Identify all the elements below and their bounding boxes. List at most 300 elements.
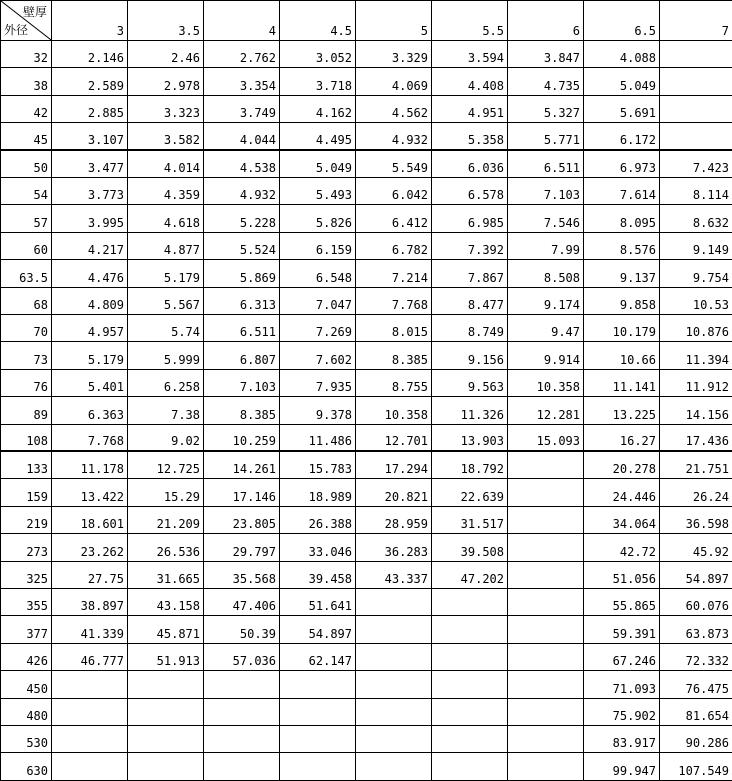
table-row: [1, 561, 732, 588]
weight-cell: [356, 698, 432, 725]
weight-cell: [128, 726, 204, 753]
weight-cell: [508, 589, 584, 616]
weight-cell: 6.042: [356, 177, 432, 204]
weight-cell: [204, 753, 280, 781]
weight-cell: 51.641: [280, 589, 356, 616]
weight-cell: 6.807: [204, 342, 280, 369]
table-row: [1, 698, 732, 725]
weight-cell: [508, 698, 584, 725]
weight-cell: 3.323: [128, 95, 204, 122]
table-row: [1, 534, 732, 561]
weight-cell: 36.283: [356, 534, 432, 561]
weight-cell: 7.269: [280, 314, 356, 341]
weight-cell: [432, 616, 508, 643]
weight-cell: 6.172: [584, 123, 660, 150]
weight-cell: 29.797: [204, 534, 280, 561]
table-row: [1, 616, 732, 643]
weight-cell: [508, 616, 584, 643]
weight-cell: 4.044: [204, 123, 280, 150]
weight-cell: 2.589: [52, 68, 128, 95]
weight-cell: 11.486: [280, 424, 356, 451]
weight-cell: 6.985: [432, 205, 508, 232]
weight-cell: 5.358: [432, 123, 508, 150]
weight-cell: 41.339: [52, 616, 128, 643]
weight-cell: 35.568: [204, 561, 280, 588]
weight-cell: [432, 753, 508, 781]
weight-cell: 3.582: [128, 123, 204, 150]
weight-cell: 5.493: [280, 177, 356, 204]
weight-cell: 8.015: [356, 314, 432, 341]
weight-cell: 54.897: [660, 561, 732, 588]
table-row: [1, 150, 732, 177]
weight-cell: [128, 698, 204, 725]
weight-cell: 5.228: [204, 205, 280, 232]
table-row: [1, 205, 732, 232]
weight-cell: [432, 671, 508, 698]
weight-cell: 13.422: [52, 479, 128, 506]
weight-cell: 21.209: [128, 506, 204, 533]
outer-diameter-cell: 355: [1, 589, 52, 616]
outer-diameter-cell: 377: [1, 616, 52, 643]
weight-cell: 4.495: [280, 123, 356, 150]
table-row: [1, 589, 732, 616]
table-row: [1, 424, 732, 451]
weight-cell: 42.72: [584, 534, 660, 561]
weight-cell: 7.38: [128, 397, 204, 424]
weight-cell: 10.876: [660, 314, 732, 341]
outer-diameter-cell: 273: [1, 534, 52, 561]
weight-cell: 26.536: [128, 534, 204, 561]
weight-cell: 3.995: [52, 205, 128, 232]
outer-diameter-cell: 45: [1, 123, 52, 150]
weight-cell: 13.903: [432, 424, 508, 451]
table-row: [1, 753, 732, 781]
weight-cell: 26.388: [280, 506, 356, 533]
weight-cell: 12.281: [508, 397, 584, 424]
weight-cell: 57.036: [204, 643, 280, 670]
weight-cell: 8.385: [204, 397, 280, 424]
table-row: [1, 314, 732, 341]
weight-cell: 3.594: [432, 40, 508, 67]
weight-cell: 60.076: [660, 589, 732, 616]
weight-cell: 21.751: [660, 451, 732, 478]
outer-diameter-cell: 219: [1, 506, 52, 533]
weight-cell: 4.809: [52, 287, 128, 314]
weight-cell: [508, 671, 584, 698]
weight-cell: 23.262: [52, 534, 128, 561]
weight-cell: [432, 698, 508, 725]
weight-cell: 62.147: [280, 643, 356, 670]
table-row: [1, 40, 732, 67]
weight-cell: 18.792: [432, 451, 508, 478]
weight-cell: 5.049: [280, 150, 356, 177]
weight-cell: 8.095: [584, 205, 660, 232]
weight-cell: 3.052: [280, 40, 356, 67]
weight-cell: 10.66: [584, 342, 660, 369]
weight-cell: 43.158: [128, 589, 204, 616]
weight-cell: 71.093: [584, 671, 660, 698]
weight-cell: 10.179: [584, 314, 660, 341]
weight-cell: 7.047: [280, 287, 356, 314]
weight-cell: 4.932: [204, 177, 280, 204]
weight-cell: 90.286: [660, 726, 732, 753]
weight-cell: 7.867: [432, 260, 508, 287]
weight-cell: 8.114: [660, 177, 732, 204]
weight-cell: 51.056: [584, 561, 660, 588]
weight-cell: 4.014: [128, 150, 204, 177]
table-row: [1, 479, 732, 506]
weight-cell: [280, 698, 356, 725]
weight-cell: 5.691: [584, 95, 660, 122]
weight-cell: [356, 671, 432, 698]
weight-cell: 107.549: [660, 753, 732, 781]
weight-cell: 54.897: [280, 616, 356, 643]
weight-cell: 17.294: [356, 451, 432, 478]
weight-cell: 47.406: [204, 589, 280, 616]
weight-cell: [128, 671, 204, 698]
weight-cell: 9.149: [660, 232, 732, 259]
weight-cell: 3.354: [204, 68, 280, 95]
weight-cell: 6.782: [356, 232, 432, 259]
table-row: [1, 643, 732, 670]
weight-cell: 5.524: [204, 232, 280, 259]
weight-cell: 39.508: [432, 534, 508, 561]
weight-cell: 20.278: [584, 451, 660, 478]
table-row: [1, 68, 732, 95]
weight-cell: 6.973: [584, 150, 660, 177]
weight-cell: [204, 698, 280, 725]
weight-cell: 9.137: [584, 260, 660, 287]
outer-diameter-cell: 38: [1, 68, 52, 95]
weight-cell: 2.762: [204, 40, 280, 67]
weight-cell: 5.327: [508, 95, 584, 122]
weight-cell: 9.02: [128, 424, 204, 451]
weight-cell: 16.27: [584, 424, 660, 451]
weight-cell: 76.475: [660, 671, 732, 698]
weight-cell: [356, 643, 432, 670]
weight-cell: 9.378: [280, 397, 356, 424]
weight-cell: 4.877: [128, 232, 204, 259]
table-row: [1, 260, 732, 287]
weight-cell: 3.718: [280, 68, 356, 95]
weight-cell: 8.632: [660, 205, 732, 232]
weight-cell: [52, 726, 128, 753]
column-header: 3.5: [128, 1, 204, 41]
weight-cell: [356, 589, 432, 616]
weight-cell: [280, 726, 356, 753]
weight-cell: [508, 451, 584, 478]
weight-cell: 8.576: [584, 232, 660, 259]
weight-cell: 23.805: [204, 506, 280, 533]
weight-cell: [356, 616, 432, 643]
header-row: [1, 1, 732, 41]
weight-cell: 67.246: [584, 643, 660, 670]
table-row: [1, 671, 732, 698]
weight-cell: 99.947: [584, 753, 660, 781]
outer-diameter-cell: 89: [1, 397, 52, 424]
weight-cell: 15.783: [280, 451, 356, 478]
weight-cell: 63.873: [660, 616, 732, 643]
column-header: 4: [204, 1, 280, 41]
weight-cell: 4.359: [128, 177, 204, 204]
weight-cell: 5.74: [128, 314, 204, 341]
weight-cell: 7.423: [660, 150, 732, 177]
weight-cell: 10.358: [356, 397, 432, 424]
weight-cell: 7.99: [508, 232, 584, 259]
weight-cell: 4.538: [204, 150, 280, 177]
weight-cell: [280, 753, 356, 781]
outer-diameter-cell: 50: [1, 150, 52, 177]
weight-cell: [280, 671, 356, 698]
table-row: [1, 342, 732, 369]
weight-cell: [432, 643, 508, 670]
weight-cell: 13.225: [584, 397, 660, 424]
weight-cell: 38.897: [52, 589, 128, 616]
weight-cell: 9.563: [432, 369, 508, 396]
weight-cell: 6.036: [432, 150, 508, 177]
weight-cell: 18.989: [280, 479, 356, 506]
weight-cell: 5.049: [584, 68, 660, 95]
weight-cell: 5.567: [128, 287, 204, 314]
weight-cell: [128, 753, 204, 781]
column-header: 3: [52, 1, 128, 41]
weight-cell: 4.476: [52, 260, 128, 287]
outer-diameter-cell: 63.5: [1, 260, 52, 287]
weight-cell: 9.174: [508, 287, 584, 314]
weight-cell: 14.261: [204, 451, 280, 478]
weight-cell: 59.391: [584, 616, 660, 643]
weight-cell: 18.601: [52, 506, 128, 533]
weight-cell: 8.755: [356, 369, 432, 396]
weight-cell: 2.978: [128, 68, 204, 95]
weight-cell: 17.436: [660, 424, 732, 451]
weight-cell: 9.858: [584, 287, 660, 314]
weight-cell: 4.562: [356, 95, 432, 122]
weight-cell: [356, 726, 432, 753]
weight-cell: 11.394: [660, 342, 732, 369]
weight-cell: 43.337: [356, 561, 432, 588]
wall-thickness-label: 壁厚: [22, 5, 47, 19]
table-row: [1, 95, 732, 122]
weight-cell: 6.313: [204, 287, 280, 314]
outer-diameter-cell: 76: [1, 369, 52, 396]
table-row: [1, 451, 732, 478]
weight-cell: [204, 671, 280, 698]
table-row: [1, 123, 732, 150]
outer-diameter-cell: 60: [1, 232, 52, 259]
column-header: 6.5: [584, 1, 660, 41]
weight-cell: 7.935: [280, 369, 356, 396]
weight-cell: 55.865: [584, 589, 660, 616]
weight-cell: 7.602: [280, 342, 356, 369]
weight-cell: 7.614: [584, 177, 660, 204]
table-row: [1, 177, 732, 204]
weight-cell: 3.749: [204, 95, 280, 122]
weight-cell: 4.618: [128, 205, 204, 232]
weight-cell: 7.392: [432, 232, 508, 259]
outer-diameter-cell: 426: [1, 643, 52, 670]
weight-cell: 5.826: [280, 205, 356, 232]
outer-diameter-cell: 68: [1, 287, 52, 314]
weight-cell: 51.913: [128, 643, 204, 670]
outer-diameter-cell: 108: [1, 424, 52, 451]
weight-cell: 31.517: [432, 506, 508, 533]
weight-cell: 4.951: [432, 95, 508, 122]
table-row: [1, 397, 732, 424]
weight-cell: [508, 534, 584, 561]
weight-cell: 4.217: [52, 232, 128, 259]
weight-cell: 20.821: [356, 479, 432, 506]
weight-cell: 24.446: [584, 479, 660, 506]
weight-cell: 11.912: [660, 369, 732, 396]
weight-cell: 9.914: [508, 342, 584, 369]
weight-cell: [52, 698, 128, 725]
weight-cell: [52, 671, 128, 698]
outer-diameter-cell: 325: [1, 561, 52, 588]
weight-cell: [660, 68, 732, 95]
column-header: 7: [660, 1, 732, 41]
weight-cell: 9.754: [660, 260, 732, 287]
weight-cell: 2.885: [52, 95, 128, 122]
weight-cell: [660, 40, 732, 67]
weight-cell: [508, 479, 584, 506]
weight-cell: 5.869: [204, 260, 280, 287]
table-row: [1, 232, 732, 259]
table-body: [1, 1, 732, 781]
weight-cell: 6.511: [508, 150, 584, 177]
weight-cell: 12.725: [128, 451, 204, 478]
column-header: 5.5: [432, 1, 508, 41]
weight-cell: [660, 95, 732, 122]
weight-cell: 6.159: [280, 232, 356, 259]
weight-cell: 10.358: [508, 369, 584, 396]
weight-cell: 7.768: [356, 287, 432, 314]
weight-cell: 4.932: [356, 123, 432, 150]
weight-cell: 15.093: [508, 424, 584, 451]
weight-cell: 8.749: [432, 314, 508, 341]
weight-cell: [508, 506, 584, 533]
weight-cell: 33.046: [280, 534, 356, 561]
weight-cell: 4.162: [280, 95, 356, 122]
outer-diameter-cell: 42: [1, 95, 52, 122]
weight-cell: [432, 589, 508, 616]
outer-diameter-cell: 450: [1, 671, 52, 698]
weight-cell: 83.917: [584, 726, 660, 753]
weight-cell: 72.332: [660, 643, 732, 670]
weight-cell: 3.329: [356, 40, 432, 67]
weight-cell: 4.735: [508, 68, 584, 95]
weight-cell: 12.701: [356, 424, 432, 451]
table-row: [1, 369, 732, 396]
weight-cell: 10.53: [660, 287, 732, 314]
weight-cell: 8.477: [432, 287, 508, 314]
outer-diameter-cell: 32: [1, 40, 52, 67]
weight-cell: 75.902: [584, 698, 660, 725]
outer-diameter-cell: 133: [1, 451, 52, 478]
weight-cell: [508, 643, 584, 670]
table-row: [1, 506, 732, 533]
weight-cell: [432, 726, 508, 753]
column-header: 6: [508, 1, 584, 41]
weight-cell: 47.202: [432, 561, 508, 588]
outer-diameter-label: 外径: [4, 22, 29, 37]
weight-cell: 11.178: [52, 451, 128, 478]
weight-cell: 7.103: [508, 177, 584, 204]
weight-cell: 31.665: [128, 561, 204, 588]
weight-cell: 45.871: [128, 616, 204, 643]
outer-diameter-cell: 73: [1, 342, 52, 369]
weight-cell: 5.179: [52, 342, 128, 369]
outer-diameter-cell: 70: [1, 314, 52, 341]
weight-cell: 8.385: [356, 342, 432, 369]
weight-cell: 10.259: [204, 424, 280, 451]
weight-cell: 3.107: [52, 123, 128, 150]
weight-cell: 5.179: [128, 260, 204, 287]
weight-cell: 9.156: [432, 342, 508, 369]
weight-cell: 17.146: [204, 479, 280, 506]
weight-cell: 34.064: [584, 506, 660, 533]
weight-cell: 3.773: [52, 177, 128, 204]
weight-cell: 7.768: [52, 424, 128, 451]
weight-cell: 14.156: [660, 397, 732, 424]
weight-cell: 9.47: [508, 314, 584, 341]
weight-cell: [508, 561, 584, 588]
weight-cell: 4.408: [432, 68, 508, 95]
corner-cell: [1, 1, 52, 41]
weight-cell: 26.24: [660, 479, 732, 506]
weight-cell: 5.401: [52, 369, 128, 396]
weight-cell: [204, 726, 280, 753]
weight-cell: 2.46: [128, 40, 204, 67]
table-row: [1, 726, 732, 753]
weight-cell: 5.771: [508, 123, 584, 150]
weight-cell: 6.363: [52, 397, 128, 424]
weight-cell: 6.412: [356, 205, 432, 232]
weight-cell: 7.546: [508, 205, 584, 232]
weight-cell: 45.92: [660, 534, 732, 561]
weight-cell: 4.957: [52, 314, 128, 341]
weight-cell: 6.258: [128, 369, 204, 396]
weight-cell: 5.549: [356, 150, 432, 177]
weight-cell: [52, 753, 128, 781]
weight-cell: 39.458: [280, 561, 356, 588]
weight-cell: 28.959: [356, 506, 432, 533]
weight-cell: 22.639: [432, 479, 508, 506]
weight-cell: [660, 123, 732, 150]
weight-cell: 7.214: [356, 260, 432, 287]
weight-cell: 8.508: [508, 260, 584, 287]
weight-cell: 46.777: [52, 643, 128, 670]
weight-cell: 11.141: [584, 369, 660, 396]
outer-diameter-cell: 630: [1, 753, 52, 781]
column-header: 5: [356, 1, 432, 41]
weight-cell: 36.598: [660, 506, 732, 533]
weight-cell: 5.999: [128, 342, 204, 369]
outer-diameter-cell: 530: [1, 726, 52, 753]
weight-cell: [508, 753, 584, 781]
weight-cell: 6.578: [432, 177, 508, 204]
weight-cell: 15.29: [128, 479, 204, 506]
weight-cell: 7.103: [204, 369, 280, 396]
outer-diameter-cell: 57: [1, 205, 52, 232]
weight-cell: 6.511: [204, 314, 280, 341]
weight-cell: 4.088: [584, 40, 660, 67]
outer-diameter-cell: 480: [1, 698, 52, 725]
weight-cell: 3.847: [508, 40, 584, 67]
weight-cell: 6.548: [280, 260, 356, 287]
column-header: 4.5: [280, 1, 356, 41]
outer-diameter-cell: 159: [1, 479, 52, 506]
